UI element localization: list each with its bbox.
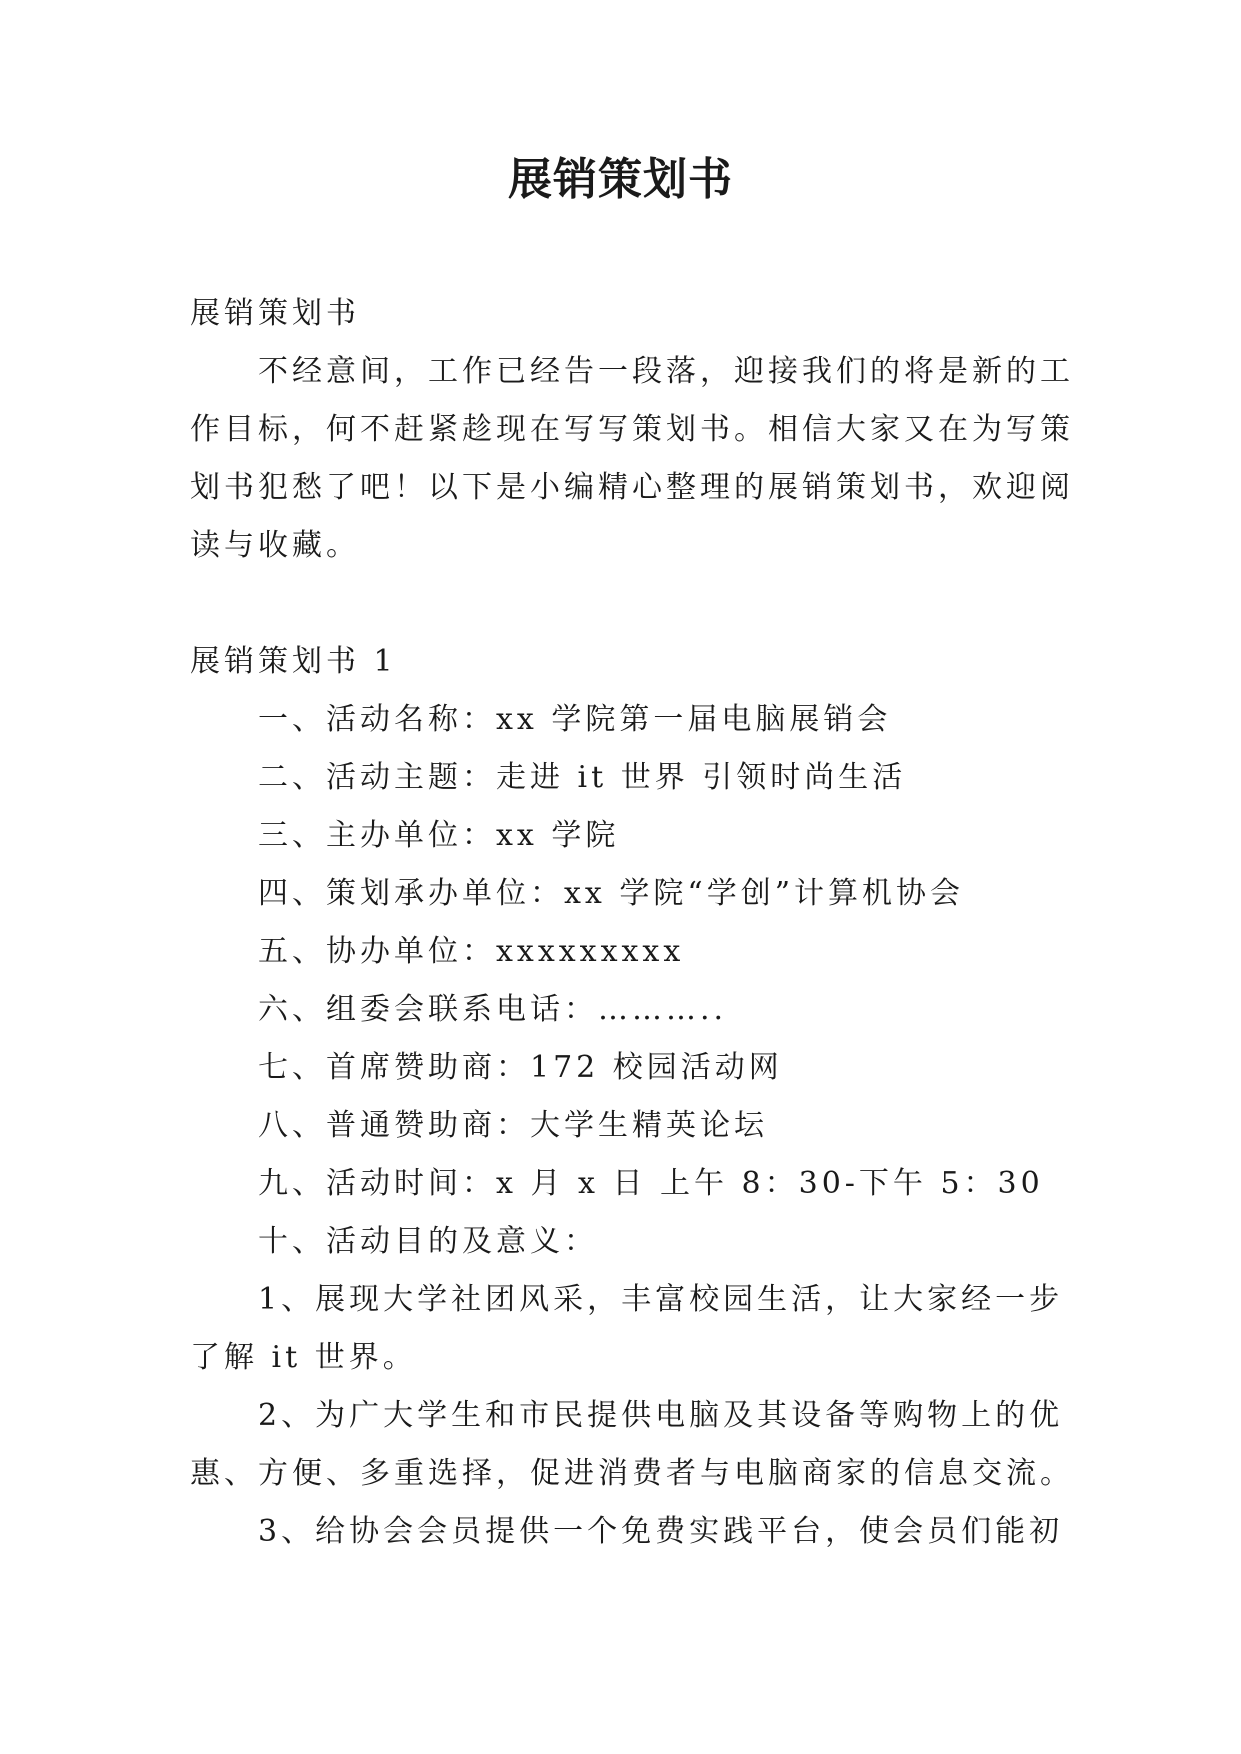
intro-line: 不经意间，工作已经告一段落，迎接我们的将是新的工	[258, 354, 1074, 389]
list-item: 二、活动主题：走进 it 世界 引领时尚生活	[258, 760, 907, 795]
list-item: 八、普通赞助商：大学生精英论坛	[258, 1108, 768, 1143]
list-item: 一、活动名称：xx 学院第一届电脑展销会	[258, 702, 892, 737]
list-item: 六、组委会联系电话：………..	[258, 992, 728, 1027]
document-body	[190, 285, 1074, 1561]
list-item: 三、主办单位：xx 学院	[258, 818, 620, 853]
list-item: 五、协办单位：xxxxxxxxx	[258, 934, 685, 969]
list-item: 四、策划承办单位：xx 学院“学创”计算机协会	[258, 876, 965, 911]
document-title: 展销策划书	[508, 154, 733, 205]
purpose-line: 了解 it 世界。	[190, 1340, 417, 1375]
paragraph-gap	[190, 575, 1060, 633]
purpose-line: 2、为广大学生和市民提供电脑及其设备等购物上的优	[258, 1398, 1064, 1433]
purpose-line: 惠、方便、多重选择，促进消费者与电脑商家的信息交流。	[190, 1456, 1074, 1491]
section-heading: 展销策划书 1	[190, 644, 397, 679]
intro-line: 读与收藏。	[190, 528, 360, 563]
list-item: 九、活动时间：x 月 x 日 上午 8：30-下午 5：30	[258, 1166, 1044, 1201]
purpose-line: 1、展现大学社团风采，丰富校园生活，让大家经一步	[258, 1282, 1064, 1317]
intro-line: 作目标，何不赶紧趁现在写写策划书。相信大家又在为写策	[190, 412, 1074, 447]
list-item: 七、首席赞助商：172 校园活动网	[258, 1050, 783, 1085]
document-heading: 展销策划书	[190, 296, 360, 331]
list-item: 十、活动目的及意义：	[258, 1224, 598, 1259]
intro-line: 划书犯愁了吧！以下是小编精心整理的展销策划书，欢迎阅	[190, 470, 1074, 505]
purpose-line: 3、给协会会员提供一个免费实践平台，使会员们能初	[258, 1514, 1064, 1549]
